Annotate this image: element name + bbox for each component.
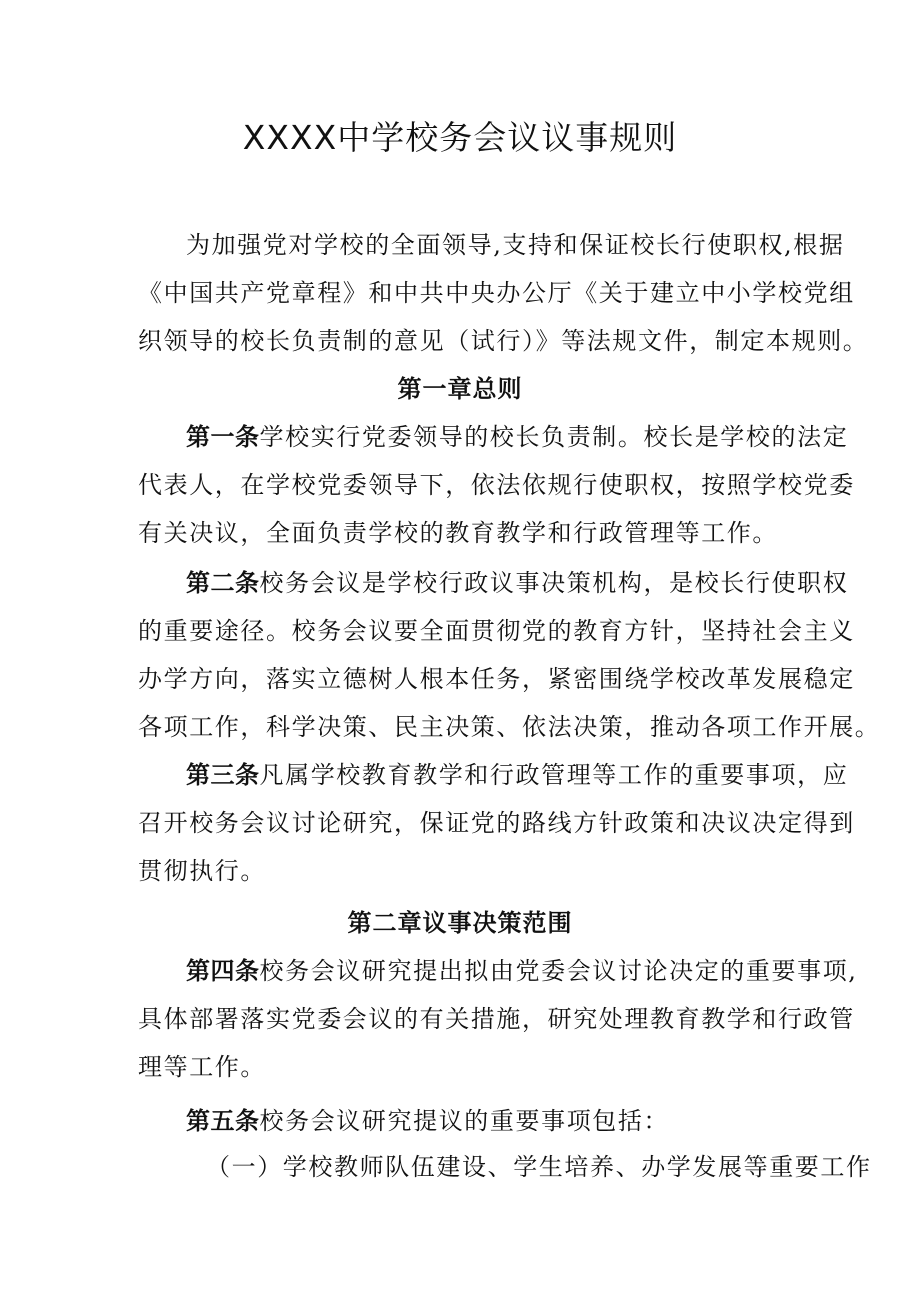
- article-5-line-1: [186, 1102, 802, 1140]
- article-3-line-1: [186, 756, 849, 794]
- chapter-1-heading: 第一章总则: [397, 375, 523, 403]
- article-4-line-1: [186, 952, 858, 990]
- list-item-1: （一）学校教师队伍建设、学生培养、办学发展等重要工作: [206, 1153, 872, 1181]
- preamble-line-2: 《中国共产党章程》和中共中央办公厅《关于建立中小学校党组: [138, 279, 855, 307]
- article-2-line-3: 办学方向，落实立德树人根本任务，紧密围绕学校改革发展稳定: [138, 665, 855, 693]
- article-3-text-1: 凡属学校教育教学和行政管理等工作的重要事项，应: [259, 761, 849, 789]
- article-3-line-2: 召开校务会议讨论研究，保证党的路线方针政策和决议决定得到: [138, 809, 855, 837]
- article-4-lead: 第四条: [186, 957, 260, 985]
- article-4-line-3: 理等工作。: [138, 1053, 266, 1081]
- article-2-line-1: [186, 564, 849, 602]
- article-1-line-1: [186, 418, 849, 456]
- article-1-line-2: 代表人，在学校党委领导下，依法依规行使职权，按照学校党委: [138, 471, 855, 499]
- article-5-lead: 第五条: [186, 1107, 260, 1135]
- preamble-line-1: 为加强党对学校的全面领导,支持和保证校长行使职权,根据: [186, 231, 845, 259]
- article-1-lead: 第一条: [186, 423, 260, 451]
- article-4-text-1: 校务会议研究提出拟由党委会议讨论决定的重要事项,: [259, 957, 858, 985]
- article-1-text-1: 学校实行党委领导的校长负责制。校长是学校的法定: [259, 423, 849, 451]
- chapter-2-heading: 第二章议事决策范围: [347, 909, 573, 937]
- article-4-line-2: 具体部署落实党委会议的有关措施，研究处理教育教学和行政管: [138, 1005, 855, 1033]
- preamble-line-3: 织领导的校长负责制的意见（试行）》等法规文件，制定本规则。: [138, 327, 869, 355]
- article-1-line-3: 有关决议，全面负责学校的教育教学和行政管理等工作。: [138, 519, 778, 547]
- article-5-text-1: 校务会议研究提议的重要事项包括：: [259, 1107, 670, 1135]
- article-2-text-1: 校务会议是学校行政议事决策机构，是校长行使职权: [259, 569, 849, 597]
- article-2-line-4: 各项工作，科学决策、民主决策、依法决策，推动各项工作开展。: [138, 713, 881, 741]
- article-3-lead: 第三条: [186, 761, 260, 789]
- article-2-line-2: 的重要途径。校务会议要全面贯彻党的教育方针，坚持社会主义: [138, 617, 855, 645]
- document-title: XXXX中学校务会议议事规则: [242, 118, 678, 157]
- article-3-line-3: 贯彻执行。: [138, 857, 266, 885]
- article-2-lead: 第二条: [186, 569, 260, 597]
